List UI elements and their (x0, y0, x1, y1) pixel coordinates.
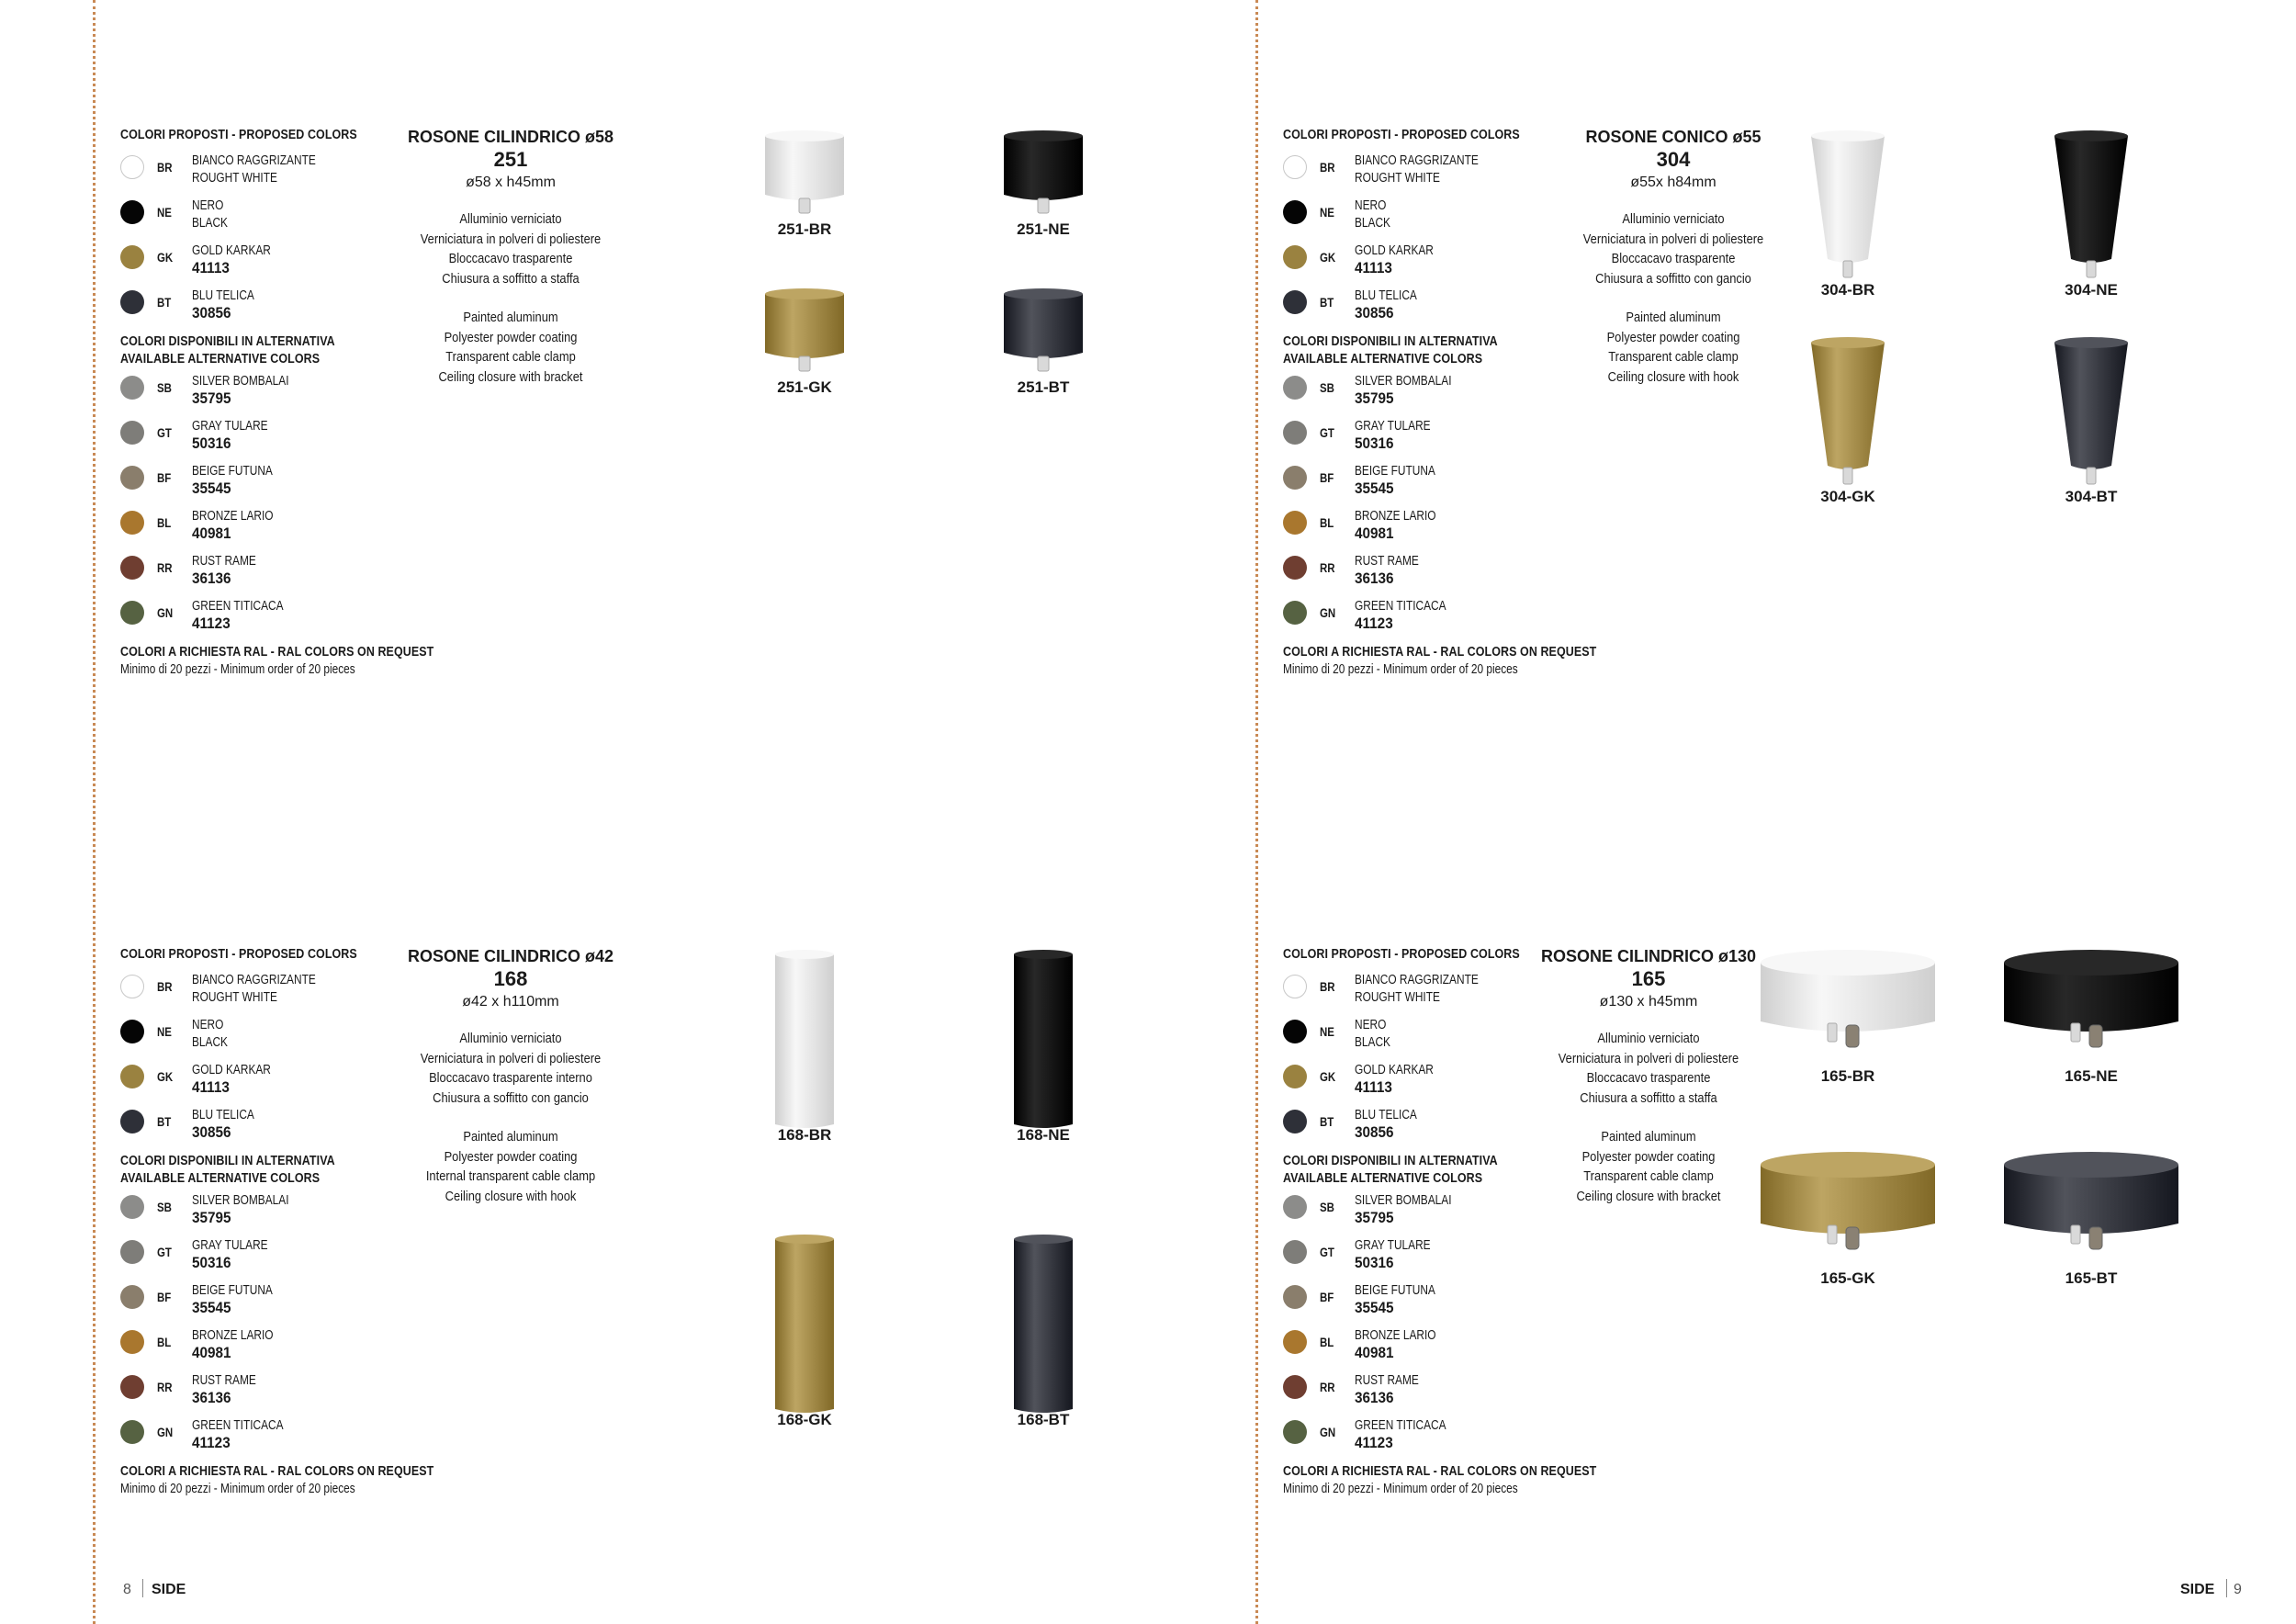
alternative-colors-heading-english: AVAILABLE ALTERNATIVE COLORS (1283, 1171, 1483, 1186)
product-image (1756, 333, 1940, 494)
color-name: NERO (1355, 198, 1387, 213)
color-swatch-row (1283, 1416, 1595, 1461)
color-number: 36136 (1355, 570, 1394, 587)
product-image (1999, 127, 2183, 288)
color-number: 40981 (1355, 524, 1394, 542)
color-name: NERO (192, 1018, 224, 1032)
color-number: 30856 (1355, 1123, 1394, 1141)
product-image (713, 1231, 896, 1424)
product-dimensions: ø130 x h45mm (1599, 994, 1698, 1009)
color-swatch-row (1283, 197, 1595, 242)
color-swatch-row (120, 1106, 433, 1151)
color-code: GT (157, 426, 172, 440)
color-code: GT (1320, 426, 1334, 440)
color-code: RR (1320, 1381, 1335, 1394)
color-code: NE (157, 1025, 172, 1039)
color-swatch-row (1283, 1371, 1595, 1416)
color-dot-bl (120, 511, 144, 535)
color-number: 50316 (1355, 1254, 1394, 1271)
product-section-168 (120, 946, 1259, 1607)
color-name: GOLD KARKAR (1355, 243, 1434, 258)
color-dot-bt (120, 1110, 144, 1133)
product-description-italian: Alluminio verniciato Verniciatura in polveri di poliestere Bloccacavo trasparente Chiusura a soffitto con gancio (1582, 211, 1764, 287)
product-code: 165 (1631, 967, 1666, 990)
product-dimensions: ø42 x h110mm (462, 994, 559, 1009)
color-name: BEIGE FUTUNA (192, 1283, 273, 1298)
color-code: GK (157, 251, 174, 265)
color-swatch-row (120, 152, 433, 197)
color-code: GN (157, 606, 174, 620)
color-code: BT (1320, 296, 1334, 310)
product-image (713, 946, 896, 1139)
color-dot-bl (120, 1330, 144, 1354)
product-variant-165-gk (1756, 1148, 1940, 1293)
product-section-251 (120, 127, 1259, 788)
ral-minimum-order: Minimo di 20 pezzi - Minimum order of 20 pieces (120, 662, 355, 677)
variant-code-label: 168-GK (777, 1411, 832, 1428)
color-number: 40981 (192, 524, 231, 542)
color-name-english: ROUGHT WHITE (192, 990, 277, 1005)
color-name: GRAY TULARE (192, 419, 268, 434)
color-dot-gk (120, 1065, 144, 1088)
variant-code-label: 251-BR (777, 220, 832, 238)
product-variant-251-ne (951, 127, 1135, 244)
color-swatch-row (1283, 287, 1595, 332)
product-title: ROSONE CILINDRICO ø58 (407, 128, 614, 146)
color-code: BT (1320, 1115, 1334, 1129)
color-swatch-row (120, 1281, 433, 1326)
color-swatch-panel (120, 127, 433, 679)
color-name: GREEN TITICACA (192, 1418, 284, 1433)
color-number: 40981 (1355, 1344, 1394, 1361)
product-description-english: Painted aluminum Polyester powder coating Internal transparent cable clamp Ceiling closure with hook (425, 1129, 596, 1204)
color-name: GREEN TITICACA (192, 599, 284, 614)
product-dimensions: ø55x h84mm (1630, 175, 1716, 190)
color-code: GK (157, 1070, 174, 1084)
color-number: 36136 (1355, 1389, 1394, 1406)
product-image (951, 1231, 1135, 1424)
color-swatch-row (120, 1016, 433, 1061)
color-name: GREEN TITICACA (1355, 1418, 1446, 1433)
product-title: ROSONE CILINDRICO ø42 (407, 947, 614, 965)
variant-code-label: 165-BR (1820, 1067, 1875, 1085)
color-dot-sb (120, 1195, 144, 1219)
color-swatch-row (1283, 152, 1595, 197)
color-dot-bf (120, 1285, 144, 1309)
color-code: BR (1320, 161, 1335, 175)
color-dot-bl (1283, 1330, 1307, 1354)
product-variant-168-bt (951, 1231, 1135, 1435)
color-code: BT (157, 1115, 172, 1129)
color-number: 50316 (1355, 434, 1394, 452)
ral-minimum-order: Minimo di 20 pezzi - Minimum order of 20 pieces (1283, 1482, 1518, 1496)
variant-code-label: 251-NE (1017, 220, 1070, 238)
product-image (951, 946, 1135, 1139)
product-image (1999, 946, 2183, 1084)
color-dot-rr (120, 1375, 144, 1399)
color-dot-bf (1283, 466, 1307, 490)
color-code: RR (157, 1381, 173, 1394)
proposed-colors-heading: COLORI PROPOSTI - PROPOSED COLORS (1283, 947, 1520, 962)
color-name: GREEN TITICACA (1355, 599, 1446, 614)
color-name: BLU TELICA (1355, 288, 1417, 303)
color-code: BR (157, 161, 173, 175)
color-dot-gn (120, 1420, 144, 1444)
product-description-english: Painted aluminum Polyester powder coating Transparent cable clamp Ceiling closure with bracket (1576, 1129, 1721, 1204)
color-code: GT (1320, 1246, 1334, 1259)
color-code: BF (1320, 471, 1334, 485)
product-description-italian: Alluminio verniciato Verniciatura in polveri di poliestere Bloccacavo trasparente Chiusura a soffitto a staffa (1558, 1031, 1739, 1106)
color-swatch-row (120, 552, 433, 597)
color-swatch-row (120, 1191, 433, 1236)
color-name: RUST RAME (1355, 1373, 1419, 1388)
color-swatch-row (120, 1061, 433, 1106)
product-code: 251 (493, 148, 528, 171)
alternative-colors-heading: COLORI DISPONIBILI IN ALTERNATIVA (1283, 334, 1498, 349)
color-number: 35545 (192, 479, 231, 497)
color-swatch-row (120, 462, 433, 507)
color-name: GOLD KARKAR (1355, 1063, 1434, 1077)
product-dimensions: ø58 x h45mm (466, 175, 556, 190)
color-swatch-panel (120, 946, 433, 1498)
color-name: BEIGE FUTUNA (1355, 464, 1435, 479)
color-swatch-row (1283, 1326, 1595, 1371)
color-name: BIANCO RAGGRIZANTE (192, 973, 316, 987)
color-number: 50316 (192, 434, 231, 452)
ral-minimum-order: Minimo di 20 pezzi - Minimum order of 20 pieces (120, 1482, 355, 1496)
color-dot-br (120, 155, 144, 179)
color-name: SILVER BOMBALAI (192, 1193, 289, 1208)
product-variant-304-bt (1999, 333, 2183, 512)
color-swatch-row (120, 1326, 433, 1371)
color-swatch-row (1283, 1281, 1595, 1326)
color-number: 41113 (1355, 259, 1392, 276)
color-swatch-row (120, 1236, 433, 1281)
color-code: BR (1320, 980, 1335, 994)
color-dot-gk (1283, 1065, 1307, 1088)
product-info (1534, 946, 1763, 1206)
color-dot-ne (120, 1020, 144, 1043)
product-variant-304-ne (1999, 127, 2183, 305)
color-code: BL (1320, 516, 1334, 530)
color-code: NE (1320, 206, 1334, 220)
color-number: 35545 (192, 1299, 231, 1316)
color-name: RUST RAME (192, 1373, 256, 1388)
color-name-english: ROUGHT WHITE (1355, 171, 1440, 186)
product-variant-168-ne (951, 946, 1135, 1150)
color-name: GRAY TULARE (1355, 419, 1431, 434)
color-dot-sb (1283, 1195, 1307, 1219)
color-number: 35795 (192, 1209, 231, 1226)
color-dot-br (1283, 975, 1307, 998)
variant-code-label: 251-GK (777, 378, 832, 396)
product-variant-251-gk (713, 285, 896, 402)
color-code: SB (1320, 381, 1334, 395)
product-code: 168 (493, 967, 528, 990)
product-info (1559, 127, 1788, 387)
product-description-english: Painted aluminum Polyester powder coating Transparent cable clamp Ceiling closure with bracket (438, 310, 583, 385)
color-name: GRAY TULARE (192, 1238, 268, 1253)
color-swatch-row (120, 372, 433, 417)
color-name-english: BLACK (1355, 216, 1391, 231)
variant-code-label: 165-BT (2065, 1269, 2118, 1287)
product-title: ROSONE CILINDRICO ø130 (1540, 947, 1757, 965)
color-code: BT (157, 296, 172, 310)
color-code: BL (1320, 1336, 1334, 1349)
variant-code-label: 168-BR (777, 1126, 832, 1144)
color-name-english: BLACK (1355, 1035, 1391, 1050)
color-name-english: BLACK (192, 1035, 229, 1050)
color-dot-gn (120, 601, 144, 625)
alternative-colors-heading: COLORI DISPONIBILI IN ALTERNATIVA (1283, 1154, 1498, 1168)
color-number: 35795 (1355, 389, 1394, 407)
color-code: GK (1320, 251, 1336, 265)
color-swatch-row (1283, 417, 1595, 462)
color-name: BRONZE LARIO (192, 509, 274, 524)
product-variant-165-bt (1999, 1148, 2183, 1293)
footer-divider-left (142, 1579, 143, 1597)
color-name-english: ROUGHT WHITE (1355, 990, 1440, 1005)
product-info (396, 127, 625, 387)
color-dot-sb (120, 376, 144, 400)
variant-code-label: 168-NE (1017, 1126, 1070, 1144)
product-variant-168-br (713, 946, 896, 1150)
color-dot-rr (1283, 556, 1307, 580)
color-name: GOLD KARKAR (192, 243, 271, 258)
color-swatch-row (1283, 242, 1595, 287)
color-dot-ne (1283, 1020, 1307, 1043)
product-title: ROSONE CONICO ø55 (1585, 128, 1761, 146)
color-swatch-row (120, 1371, 433, 1416)
color-swatch-row (1283, 372, 1595, 417)
color-name: RUST RAME (1355, 554, 1419, 569)
color-number: 41123 (1355, 1434, 1393, 1451)
color-code: GN (157, 1426, 174, 1439)
color-swatch-row (1283, 597, 1595, 642)
color-number: 36136 (192, 1389, 231, 1406)
ral-colors-heading: COLORI A RICHIESTA RAL - RAL COLORS ON REQUEST (120, 1464, 434, 1479)
color-number: 41123 (192, 615, 231, 632)
footer-title-left: SIDE (152, 1582, 186, 1597)
proposed-colors-heading: COLORI PROPOSTI - PROPOSED COLORS (120, 128, 357, 142)
proposed-colors-heading: COLORI PROPOSTI - PROPOSED COLORS (120, 947, 357, 962)
product-variant-304-gk (1756, 333, 1940, 512)
ral-colors-heading: COLORI A RICHIESTA RAL - RAL COLORS ON REQUEST (120, 645, 434, 660)
product-section-165 (1283, 946, 2296, 1607)
product-image (1756, 946, 1940, 1084)
product-description-italian: Alluminio verniciato Verniciatura in polveri di poliestere Bloccacavo trasparente interno Chiusura a soffitto con gancio (420, 1031, 602, 1106)
color-code: SB (157, 1201, 172, 1214)
color-code: BF (157, 471, 172, 485)
color-swatch-row (1283, 1236, 1595, 1281)
color-name: BLU TELICA (192, 1108, 254, 1122)
color-swatch-row (120, 197, 433, 242)
color-dot-bt (1283, 290, 1307, 314)
color-name: NERO (1355, 1018, 1387, 1032)
color-name: BEIGE FUTUNA (1355, 1283, 1435, 1298)
variant-code-label: 304-BR (1820, 281, 1875, 299)
variant-code-label: 251-BT (1017, 378, 1070, 396)
color-name: SILVER BOMBALAI (1355, 1193, 1452, 1208)
product-image (1756, 127, 1940, 288)
color-dot-rr (120, 556, 144, 580)
color-name: BIANCO RAGGRIZANTE (192, 153, 316, 168)
product-image (1756, 1148, 1940, 1286)
page-number-left: 8 (123, 1582, 131, 1597)
color-swatch-row (1283, 462, 1595, 507)
color-dot-br (1283, 155, 1307, 179)
color-name: BEIGE FUTUNA (192, 464, 273, 479)
product-variant-251-bt (951, 285, 1135, 402)
color-code: NE (1320, 1025, 1334, 1039)
color-dot-bf (120, 466, 144, 490)
product-image (1999, 1148, 2183, 1286)
color-code: GT (157, 1246, 172, 1259)
footer-title-right: SIDE (2180, 1582, 2215, 1597)
color-name-english: ROUGHT WHITE (192, 171, 277, 186)
color-dot-gk (120, 245, 144, 269)
variant-code-label: 304-BT (2065, 488, 2118, 505)
color-swatch-row (1283, 507, 1595, 552)
left-margin-dotted-line (93, 0, 96, 1624)
product-variant-304-br (1756, 127, 1940, 305)
product-info (396, 946, 625, 1206)
color-swatch-panel (1283, 127, 1595, 679)
product-description-english: Painted aluminum Polyester powder coating Transparent cable clamp Ceiling closure with hook (1606, 310, 1740, 385)
color-name: NERO (192, 198, 224, 213)
product-code: 304 (1656, 148, 1691, 171)
color-dot-bl (1283, 511, 1307, 535)
color-dot-br (120, 975, 144, 998)
color-dot-gt (1283, 421, 1307, 445)
color-name: SILVER BOMBALAI (192, 374, 289, 389)
variant-code-label: 304-GK (1820, 488, 1875, 505)
color-name: RUST RAME (192, 554, 256, 569)
color-code: BR (157, 980, 173, 994)
alternative-colors-heading: COLORI DISPONIBILI IN ALTERNATIVA (120, 334, 335, 349)
color-dot-gk (1283, 245, 1307, 269)
product-variant-168-gk (713, 1231, 896, 1435)
color-dot-bf (1283, 1285, 1307, 1309)
color-number: 30856 (192, 1123, 231, 1141)
color-code: SB (1320, 1201, 1334, 1214)
ral-minimum-order: Minimo di 20 pezzi - Minimum order of 20 pieces (1283, 662, 1518, 677)
product-variant-251-br (713, 127, 896, 244)
color-name-english: BLACK (192, 216, 229, 231)
color-code: GN (1320, 1426, 1336, 1439)
color-name: BIANCO RAGGRIZANTE (1355, 153, 1479, 168)
color-name: BRONZE LARIO (192, 1328, 274, 1343)
color-swatch-row (120, 287, 433, 332)
color-number: 36136 (192, 570, 231, 587)
alternative-colors-heading-english: AVAILABLE ALTERNATIVE COLORS (120, 352, 321, 367)
product-variant-165-br (1756, 946, 1940, 1091)
color-dot-gt (1283, 1240, 1307, 1264)
color-code: BF (1320, 1291, 1334, 1304)
color-code: RR (1320, 561, 1335, 575)
color-number: 35545 (1355, 1299, 1394, 1316)
color-number: 30856 (1355, 304, 1394, 321)
color-number: 41123 (1355, 615, 1393, 632)
color-dot-ne (1283, 200, 1307, 224)
alternative-colors-heading-english: AVAILABLE ALTERNATIVE COLORS (1283, 352, 1483, 367)
color-number: 41113 (1355, 1078, 1392, 1096)
color-swatch-row (120, 417, 433, 462)
variant-code-label: 304-NE (2065, 281, 2118, 299)
color-number: 41113 (192, 1078, 230, 1096)
color-swatch-row (1283, 552, 1595, 597)
proposed-colors-heading: COLORI PROPOSTI - PROPOSED COLORS (1283, 128, 1520, 142)
color-dot-gn (1283, 601, 1307, 625)
color-code: SB (157, 381, 172, 395)
color-code: BL (157, 516, 172, 530)
color-name: GRAY TULARE (1355, 1238, 1431, 1253)
color-name: BIANCO RAGGRIZANTE (1355, 973, 1479, 987)
color-dot-gt (120, 1240, 144, 1264)
footer-divider-right (2226, 1579, 2227, 1597)
color-dot-bt (1283, 1110, 1307, 1133)
color-dot-rr (1283, 1375, 1307, 1399)
color-name: SILVER BOMBALAI (1355, 374, 1452, 389)
color-number: 40981 (192, 1344, 231, 1361)
color-name: BRONZE LARIO (1355, 509, 1436, 524)
alternative-colors-heading: COLORI DISPONIBILI IN ALTERNATIVA (120, 1154, 335, 1168)
color-code: NE (157, 206, 172, 220)
color-code: RR (157, 561, 173, 575)
color-number: 35545 (1355, 479, 1394, 497)
variant-code-label: 168-BT (1017, 1411, 1070, 1428)
alternative-colors-heading-english: AVAILABLE ALTERNATIVE COLORS (120, 1171, 321, 1186)
color-dot-gt (120, 421, 144, 445)
color-swatch-row (120, 242, 433, 287)
ral-colors-heading: COLORI A RICHIESTA RAL - RAL COLORS ON REQUEST (1283, 1464, 1597, 1479)
color-number: 41113 (192, 259, 230, 276)
color-dot-sb (1283, 376, 1307, 400)
color-swatch-row (120, 507, 433, 552)
color-dot-bt (120, 290, 144, 314)
color-name: GOLD KARKAR (192, 1063, 271, 1077)
product-section-304 (1283, 127, 2296, 788)
color-number: 50316 (192, 1254, 231, 1271)
color-number: 35795 (1355, 1209, 1394, 1226)
color-code: BL (157, 1336, 172, 1349)
color-code: BF (157, 1291, 172, 1304)
color-code: GK (1320, 1070, 1336, 1084)
color-name: BLU TELICA (192, 288, 254, 303)
page-number-right: 9 (2234, 1582, 2242, 1597)
variant-code-label: 165-GK (1820, 1269, 1875, 1287)
product-description-italian: Alluminio verniciato Verniciatura in polveri di poliestere Bloccacavo trasparente Chiusura a soffitto a staffa (420, 211, 602, 287)
color-swatch-row (120, 971, 433, 1016)
color-dot-ne (120, 200, 144, 224)
color-number: 30856 (192, 304, 231, 321)
ral-colors-heading: COLORI A RICHIESTA RAL - RAL COLORS ON REQUEST (1283, 645, 1597, 660)
product-variant-165-ne (1999, 946, 2183, 1091)
color-swatch-row (120, 1416, 433, 1461)
color-number: 41123 (192, 1434, 231, 1451)
color-name: BRONZE LARIO (1355, 1328, 1436, 1343)
color-number: 35795 (192, 389, 231, 407)
variant-code-label: 165-NE (2065, 1067, 2118, 1085)
color-code: GN (1320, 606, 1336, 620)
color-name: BLU TELICA (1355, 1108, 1417, 1122)
product-image (1999, 333, 2183, 494)
color-dot-gn (1283, 1420, 1307, 1444)
color-swatch-row (120, 597, 433, 642)
